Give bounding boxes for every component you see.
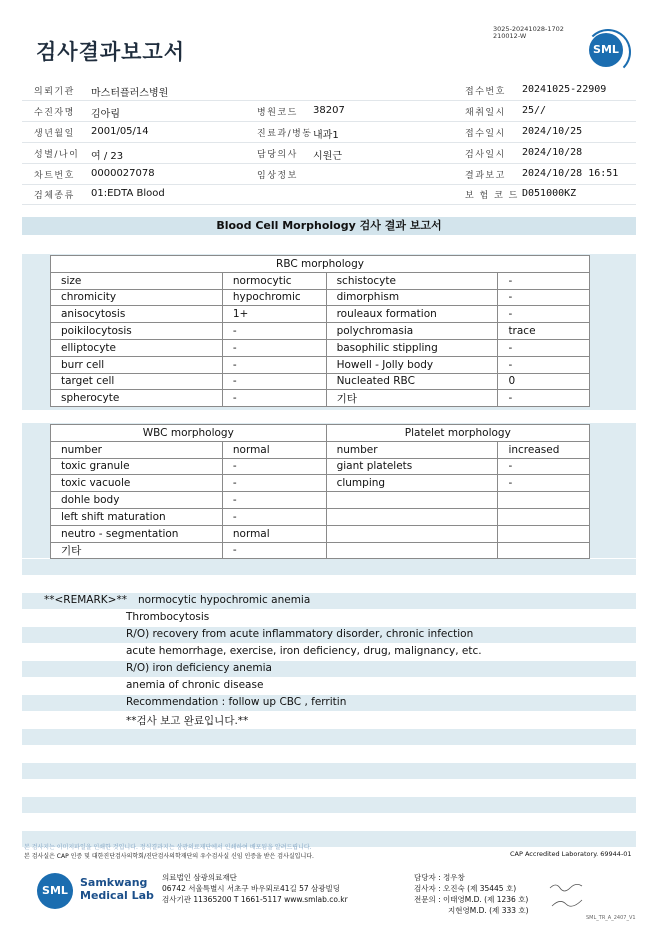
info-value: 2024/10/25 [522, 126, 583, 137]
info-label: 수진자명 [34, 108, 75, 118]
table-cell: 0 [498, 373, 590, 390]
table-row [51, 542, 590, 559]
table-row [51, 475, 590, 492]
remark-line: acute hemorrhage, exercise, iron deficiency, drug, malignancy, etc. [126, 645, 482, 657]
table-cell: number [326, 441, 498, 458]
table-cell: - [498, 356, 590, 373]
info-row [22, 79, 636, 101]
info-label: 접수일시 [465, 129, 506, 139]
table-cell [326, 508, 498, 525]
report-title: Blood Cell Morphology 검사 결과 보고서 [22, 217, 636, 235]
table-row [51, 458, 590, 475]
info-row [22, 121, 636, 143]
table-cell: normal [222, 441, 326, 458]
table-cell: basophilic stippling [326, 339, 498, 356]
remark-line: anemia of chronic disease [126, 679, 264, 691]
remark-band [22, 661, 636, 677]
table-cell [326, 525, 498, 542]
info-label: 접수번호 [465, 87, 506, 97]
remark-band [22, 763, 636, 779]
remark-line: R/O) recovery from acute inflammatory disorder, chronic infection [126, 628, 474, 640]
table-cell: anisocytosis [51, 306, 223, 323]
table-cell: number [51, 441, 223, 458]
table-cell: - [498, 458, 590, 475]
info-label: 담당의사 [257, 150, 298, 160]
sml-footer-logo: SML [37, 873, 73, 909]
cap-accreditation: CAP Accredited Laboratory. 69944-01 [510, 850, 632, 858]
info-value: 20241025-22909 [522, 84, 607, 95]
table-row [51, 289, 590, 306]
table-cell: spherocyte [51, 390, 223, 407]
info-label: 검사일시 [465, 150, 506, 160]
table-cell: left shift maturation [51, 508, 223, 525]
table-cell: 1+ [222, 306, 326, 323]
doc-code-line2: 210012-W [493, 32, 527, 40]
form-code: SML_TR_A_2407_V1 [586, 915, 636, 921]
lab-name-line1: Samkwang [80, 876, 148, 889]
table-cell: - [222, 492, 326, 509]
info-row [22, 142, 636, 164]
footer-note: 본 검사실은 CAP 인증 및 대한진단검사의학회/진단검사의학재단의 우수검사실 신임 인증을 받은 검사실입니다. [24, 853, 314, 860]
table-cell: 기타 [51, 542, 223, 559]
table-cell: clumping [326, 475, 498, 492]
info-value: 25// [522, 105, 547, 116]
info-value: 김아림 [91, 109, 120, 120]
table-row [51, 492, 590, 509]
rbc-morphology-table [50, 255, 590, 407]
table-cell: target cell [51, 373, 223, 390]
platelet-header: Platelet morphology [326, 425, 589, 442]
table-cell: toxic granule [51, 458, 223, 475]
table-cell: - [222, 356, 326, 373]
remark-line: Thrombocytosis [126, 611, 210, 623]
table-row [51, 323, 590, 340]
info-value: 2024/10/28 [522, 147, 583, 158]
table-row [51, 390, 590, 407]
staff-contact: 담당자 : 정우창 [414, 873, 465, 882]
info-value: 시원근 [313, 151, 342, 162]
address: 06742 서울특별시 서초구 바우뫼로41길 57 삼광빌딩 [162, 884, 341, 893]
rbc-header: RBC morphology [51, 256, 590, 273]
table-cell [326, 542, 498, 559]
info-value: 2001/05/14 [91, 126, 149, 137]
table-row [51, 508, 590, 525]
lab-name-line2: Medical Lab [80, 889, 154, 902]
info-label: 검체종류 [34, 191, 75, 201]
table-cell: normal [222, 525, 326, 542]
table-cell: - [222, 475, 326, 492]
table-row [51, 306, 590, 323]
info-label: 의뢰기관 [34, 87, 75, 97]
table-row [51, 356, 590, 373]
table-cell: - [498, 289, 590, 306]
table-cell: - [222, 390, 326, 407]
table-cell: Nucleated RBC [326, 373, 498, 390]
remark-line: R/O) iron deficiency anemia [126, 662, 272, 674]
info-value: 내과1 [313, 130, 339, 141]
table-cell: - [222, 373, 326, 390]
staff-block [414, 872, 529, 916]
info-value: 2024/10/28 16:51 [522, 168, 619, 179]
table-cell: Howell - Jolly body [326, 356, 498, 373]
table-cell: - [222, 339, 326, 356]
remark-band [22, 797, 636, 813]
table-cell: normocytic [222, 272, 326, 289]
table-cell: hypochromic [222, 289, 326, 306]
table-cell: dohle body [51, 492, 223, 509]
info-label: 생년월일 [34, 129, 75, 139]
table-cell: - [498, 339, 590, 356]
table-cell [498, 525, 590, 542]
info-value: 01:EDTA Blood [91, 188, 165, 199]
wbc-platelet-table [50, 424, 590, 559]
table-cell: neutro - segmentation [51, 525, 223, 542]
table-cell [498, 508, 590, 525]
band [22, 559, 636, 575]
remark-band [22, 729, 636, 745]
info-label: 보 험 코 드 [465, 191, 519, 201]
table-row [51, 525, 590, 542]
table-cell: dimorphism [326, 289, 498, 306]
table-cell: toxic vacuole [51, 475, 223, 492]
table-cell: - [222, 508, 326, 525]
footer-address-block [162, 872, 348, 905]
sml-logo: SML [589, 33, 623, 67]
signature-icon [548, 880, 588, 916]
table-cell: - [498, 390, 590, 407]
remark-line: Recommendation : follow up CBC , ferritin [126, 696, 347, 708]
info-value: 마스터플러스병원 [91, 88, 169, 99]
staff-tester: 검사자 : 오진숙 (제 35445 호) [414, 884, 517, 893]
table-cell: trace [498, 323, 590, 340]
footer-note: 본 검사지는 이미지파일을 인쇄한 것입니다. 정식결과지는 삼광의료재단에서 인쇄하여 배포됨을 알려드립니다. [24, 844, 312, 851]
staff-specialist: 전문의 : 이태영M.D. (제 1236 호) [414, 895, 529, 904]
page-title: 검사결과보고서 [36, 40, 186, 64]
contact: 검사기관 11365200 T 1661-5117 www.smlab.co.kr [162, 895, 348, 904]
info-label: 결과보고 [465, 171, 506, 181]
info-row [22, 183, 636, 205]
remark-label: **<REMARK>** [44, 594, 127, 606]
wbc-header: WBC morphology [51, 425, 327, 442]
table-cell: schistocyte [326, 272, 498, 289]
info-value: 0000027078 [91, 168, 155, 179]
table-cell: - [498, 475, 590, 492]
table-cell: chromicity [51, 289, 223, 306]
info-label: 진료과/병동 [257, 129, 313, 139]
info-value: 여 / 23 [91, 151, 124, 162]
info-label: 임상정보 [257, 171, 298, 181]
table-cell: - [222, 323, 326, 340]
table-cell [498, 542, 590, 559]
table-cell: poikilocytosis [51, 323, 223, 340]
info-row [22, 100, 636, 122]
doc-code-line1: 3025-20241028-1702 [493, 25, 564, 33]
table-cell: giant platelets [326, 458, 498, 475]
table-cell [498, 492, 590, 509]
doc-code [493, 26, 564, 40]
table-row [51, 272, 590, 289]
table-row [51, 373, 590, 390]
remark-line: **검사 보고 완료입니다.** [126, 715, 249, 727]
table-cell: size [51, 272, 223, 289]
table-cell: - [498, 306, 590, 323]
table-cell: elliptocyte [51, 339, 223, 356]
info-label: 성별/나이 [34, 150, 80, 160]
remark-first-line: normocytic hypochromic anemia [138, 594, 311, 606]
info-value: D051000KZ [522, 188, 577, 199]
table-cell: - [222, 542, 326, 559]
info-label: 채취일시 [465, 108, 506, 118]
staff-specialist2: 지현영M.D. (제 333 호) [448, 906, 529, 915]
info-value: 38207 [313, 105, 345, 116]
table-cell [326, 492, 498, 509]
info-label: 차트번호 [34, 171, 75, 181]
table-row [51, 339, 590, 356]
table-cell: polychromasia [326, 323, 498, 340]
lab-name [80, 876, 154, 902]
table-cell: burr cell [51, 356, 223, 373]
table-cell: 기타 [326, 390, 498, 407]
table-cell: - [222, 458, 326, 475]
table-cell: - [498, 272, 590, 289]
org-name: 의료법인 삼광의료재단 [162, 873, 237, 882]
info-label: 병원코드 [257, 108, 298, 118]
info-row [22, 163, 636, 185]
table-row [51, 441, 590, 458]
table-cell: rouleaux formation [326, 306, 498, 323]
table-cell: increased [498, 441, 590, 458]
